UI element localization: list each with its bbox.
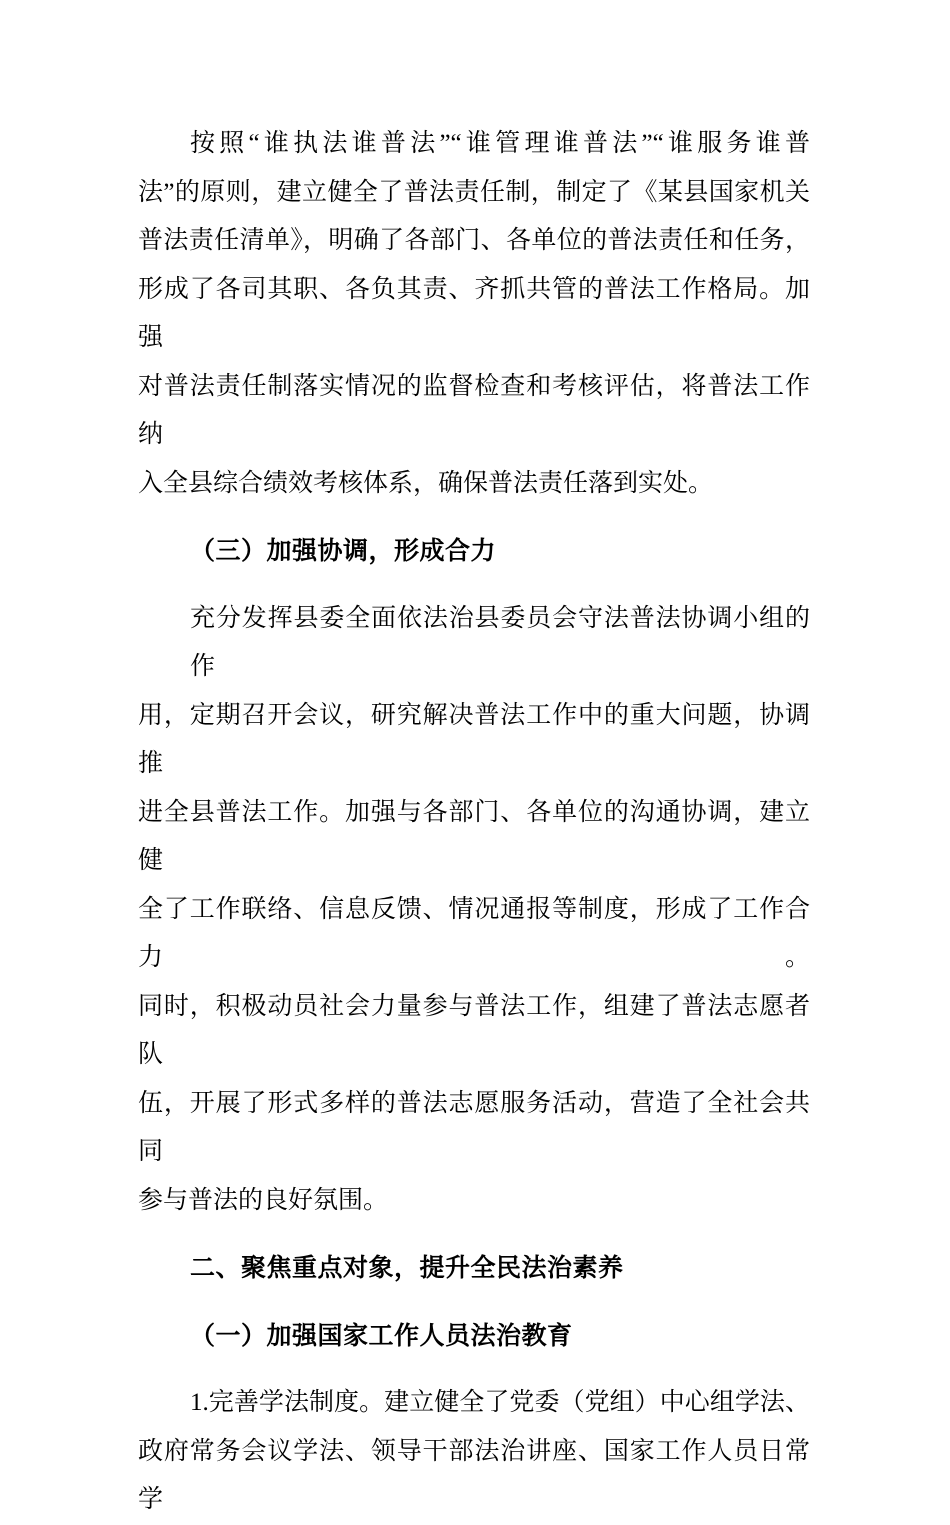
- heading-section-3: （三）加强协调，形成合力: [190, 537, 497, 565]
- paragraph-line: 同时，积极动员社会力量参与普法工作，组建了普法志愿者队: [138, 992, 810, 1068]
- paragraph-line: 全了工作联络、信息反馈、情况通报等制度，形成了工作合力。: [138, 895, 810, 971]
- paragraph-line: 参与普法的良好氛围。: [138, 1186, 389, 1214]
- paragraph-line: 法”的原则，建立健全了普法责任制，制定了《某县国家机关: [138, 178, 810, 206]
- paragraph-line: 伍，开展了形式多样的普法志愿服务活动，营造了全社会共同: [138, 1089, 810, 1165]
- paragraph-line: 入全县综合绩效考核体系，确保普法责任落到实处。: [138, 469, 714, 497]
- paragraph-line: 对普法责任制落实情况的监督检查和考核评估，将普法工作纳: [138, 372, 810, 448]
- heading-part-2: 二、聚焦重点对象，提升全民法治素养: [190, 1254, 624, 1282]
- paragraph-line: 形成了各司其职、各负其责、齐抓共管的普法工作格局。加强: [138, 275, 810, 351]
- paragraph-line: 按照“谁执法谁普法”“谁管理谁普法”“谁服务谁普: [190, 130, 810, 157]
- document-body: [138, 120, 810, 1525]
- heading-section-1: （一）加强国家工作人员法治教育: [190, 1321, 573, 1350]
- paragraph-line: 进全县普法工作。加强与各部门、各单位的沟通协调，建立健: [138, 798, 810, 874]
- paragraph-line: 充分发挥县委全面依法治县委员会守法普法协调小组的作: [190, 604, 810, 680]
- paragraph-line: 普法责任清单》，明确了各部门、各单位的普法责任和任务，: [138, 227, 810, 254]
- paragraph-line: 政府常务会议学法、领导干部法治讲座、国家工作人员日常学: [138, 1437, 810, 1513]
- paragraph-line: 用，定期召开会议，研究解决普法工作中的重大问题，协调推: [138, 701, 810, 777]
- paragraph-line: 1.完善学法制度。建立健全了党委（党组）中心组学法、: [190, 1389, 810, 1416]
